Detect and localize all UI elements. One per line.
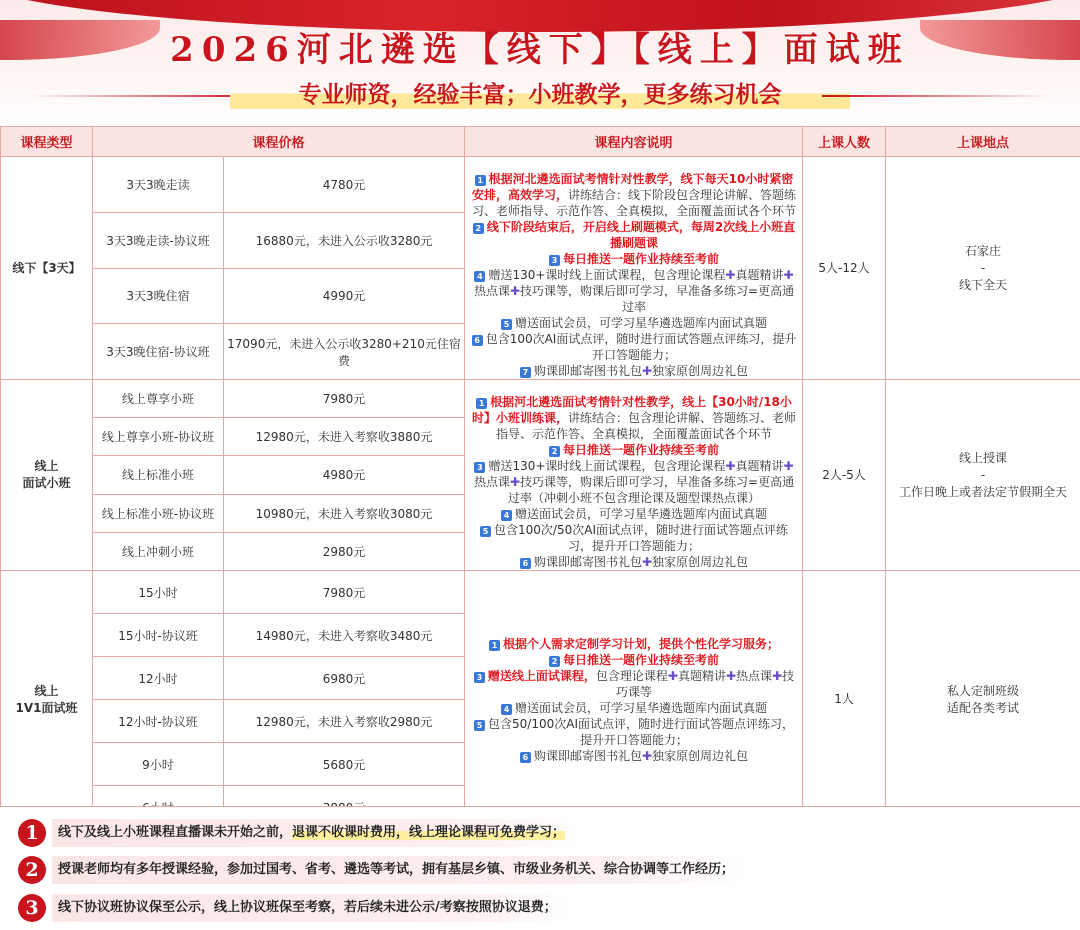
course-name: 线上冲刺小班	[93, 532, 224, 570]
notes-section	[0, 806, 1080, 930]
note-item	[18, 855, 752, 885]
number-badge: 4	[501, 704, 512, 715]
course-price: 4990元	[224, 268, 465, 324]
plus-icon: ✚	[641, 364, 653, 378]
course-name: 3天3晚住宿	[93, 268, 224, 324]
note-item	[18, 893, 575, 923]
plus-icon: ✚	[509, 475, 521, 489]
course-name: 12小时-协议班	[93, 700, 224, 743]
course-price: 5680元	[224, 743, 465, 786]
course-name: 15小时	[93, 571, 224, 614]
location-offline: 石家庄 - 线下全天	[886, 157, 1080, 380]
course-price: 12980元，未进入考察收2980元	[224, 700, 465, 743]
course-price: 17090元，未进入公示收3280+210元住宿费	[224, 324, 465, 380]
course-name: 3天3晚走读	[93, 157, 224, 213]
course-name: 9小时	[93, 743, 224, 786]
number-badge: 7	[520, 367, 531, 378]
plus-icon: ✚	[783, 459, 794, 473]
location-online-small: 线上授课 - 工作日晚上或者法定节假期全天	[886, 380, 1080, 571]
course-price: 16880元，未进入公示收3280元	[224, 212, 465, 268]
plus-icon: ✚	[772, 668, 783, 683]
column-header-price: 课程价格	[93, 127, 465, 157]
course-price: 4780元	[224, 157, 465, 213]
table-row	[1, 571, 1080, 614]
plus-icon: ✚	[725, 668, 737, 683]
number-badge: 5	[480, 526, 491, 537]
course-name: 12小时	[93, 657, 224, 700]
number-badge: 5	[474, 720, 485, 731]
plus-icon: ✚	[725, 459, 736, 473]
page-title: 2026河北遴选【线下】【线上】面试班	[170, 30, 910, 70]
header-banner	[0, 0, 1080, 126]
course-price: 10980元，未进入考察收3080元	[224, 494, 465, 532]
page-subtitle: 专业师资，经验丰富；小班教学，更多练习机会	[230, 78, 850, 112]
course-price: 7980元	[224, 571, 465, 614]
note-text: 线下及线上小班课程直播课未开始之前，退课不收课时费用，线上理论课程可免费学习；	[52, 819, 583, 847]
number-badge: 6	[472, 335, 483, 346]
course-name: 3天3晚住宿-协议班	[93, 324, 224, 380]
column-header-location: 上课地点	[886, 127, 1080, 157]
course-type-offline: 线下【3天】	[1, 157, 93, 380]
note-number-badge: 1	[18, 819, 46, 847]
plus-icon: ✚	[641, 555, 653, 569]
course-name: 线上标准小班-协议班	[93, 494, 224, 532]
number-badge: 6	[520, 752, 531, 763]
course-type-online-1v1: 线上 1V1面试班	[1, 571, 93, 829]
course-name: 3天3晚走读-协议班	[93, 212, 224, 268]
course-description-offline: 1 根据河北遴选面试考情针对性教学，线下每天10小时紧密安排，高效学习，讲练结合：线下阶段包含理论讲解、答题练习、老师指导、示范作答、全真模拟，全面覆盖面试各个环节 2 线下阶段结束后，开启线上刷题模式，每周2次线上小班直播刷题课 3 每日推送一题作业持续至考前 4 赠送130+课时线上面试课程，包含理论课程✚真题精讲✚热点课✚技巧课等，购课后即可学习，早准备多练习=更高通过率 5 赠送面试会员，可学习星华遴选题库内面试真题 6 包含100次AI面试点评，随时进行面试答题点评练习，提升开口答题能力； 7 购课即邮寄图书礼包✚独家原创周边礼包	[465, 157, 803, 380]
note-text: 线下协议班协议保至公示，线上协议班保至考察，若后续未进公示/考察按照协议退费；	[52, 894, 575, 922]
plus-icon: ✚	[641, 748, 653, 763]
class-size-online-1v1: 1人	[803, 571, 886, 829]
course-name: 线上尊享小班	[93, 380, 224, 418]
course-description-online-1v1: 1 根据个人需求定制学习计划，提供个性化学习服务； 2 每日推送一题作业持续至考前 3 赠送线上面试课程，包含理论课程✚真题精讲✚热点课✚技巧课等 4 赠送面试会员，可学习星华遴选题库内面试真题 5 包含50/100次AI面试点评，随时进行面试答题点评练习，提升开口答题能力； 6 购课即邮寄图书礼包✚独家原创周边礼包	[465, 571, 803, 829]
plus-icon: ✚	[667, 668, 678, 683]
course-price: 4980元	[224, 456, 465, 494]
number-badge: 1	[489, 640, 500, 651]
number-badge: 2	[473, 223, 484, 234]
plus-icon: ✚	[509, 284, 521, 298]
course-name: 线上尊享小班-协议班	[93, 418, 224, 456]
class-size-online-small: 2人-5人	[803, 380, 886, 571]
number-badge: 3	[474, 462, 485, 473]
number-badge: 3	[474, 672, 485, 683]
number-badge: 4	[474, 271, 485, 282]
table-row	[1, 157, 1080, 213]
number-badge: 3	[549, 255, 560, 266]
number-badge: 6	[520, 558, 531, 569]
course-name: 线上标准小班	[93, 456, 224, 494]
note-text: 授课老师均有多年授课经验，参加过国考、省考、遴选等考试，拥有基层乡镇、市级业务机关、综合协调等工作经历；	[52, 856, 752, 884]
note-number-badge: 2	[18, 856, 46, 884]
location-online-1v1: 私人定制班级 适配各类考试	[886, 571, 1080, 829]
number-badge: 4	[501, 510, 512, 521]
course-price: 14980元，未进入考察收3480元	[224, 614, 465, 657]
table-row	[1, 380, 1080, 418]
subtitle-divider-right	[822, 95, 1052, 97]
course-type-online-small: 线上 面试小班	[1, 380, 93, 571]
course-price: 12980元，未进入考察收3880元	[224, 418, 465, 456]
course-price: 7980元	[224, 380, 465, 418]
number-badge: 1	[476, 398, 487, 409]
subtitle-divider-left	[28, 95, 258, 97]
number-badge: 2	[549, 446, 560, 457]
table-header-row	[1, 127, 1080, 157]
column-header-content: 课程内容说明	[465, 127, 803, 157]
column-header-type: 课程类型	[1, 127, 93, 157]
note-item	[18, 818, 583, 848]
number-badge: 1	[475, 175, 486, 186]
course-table	[0, 126, 1080, 829]
course-name: 15小时-协议班	[93, 614, 224, 657]
subtitle-row	[0, 78, 1080, 112]
number-badge: 2	[549, 656, 560, 667]
column-header-count: 上课人数	[803, 127, 886, 157]
course-price: 2980元	[224, 532, 465, 570]
course-description-online-small: 1 根据河北遴选面试考情针对性教学，线上【30小时/18小时】小班训练课，讲练结合：包含理论讲解、答题练习、老师指导、示范作答、全真模拟，全面覆盖面试各个环节 2 每日推送一题作业持续至考前 3 赠送130+课时线上面试课程，包含理论课程✚真题精讲✚热点课✚技巧课等，购课后即可学习，早准备多练习=更高通过率（冲刺小班不包含理论课及题型课热点课） 4 赠送面试会员，可学习星华遴选题库内面试真题 5 包含100次/50次AI面试点评，随时进行面试答题点评练习，提升开口答题能力； 6 购课即邮寄图书礼包✚独家原创周边礼包	[465, 380, 803, 571]
course-price: 6980元	[224, 657, 465, 700]
note-number-badge: 3	[18, 894, 46, 922]
plus-icon: ✚	[783, 268, 794, 282]
number-badge: 5	[501, 319, 512, 330]
plus-icon: ✚	[725, 268, 736, 282]
class-size-offline: 5人-12人	[803, 157, 886, 380]
